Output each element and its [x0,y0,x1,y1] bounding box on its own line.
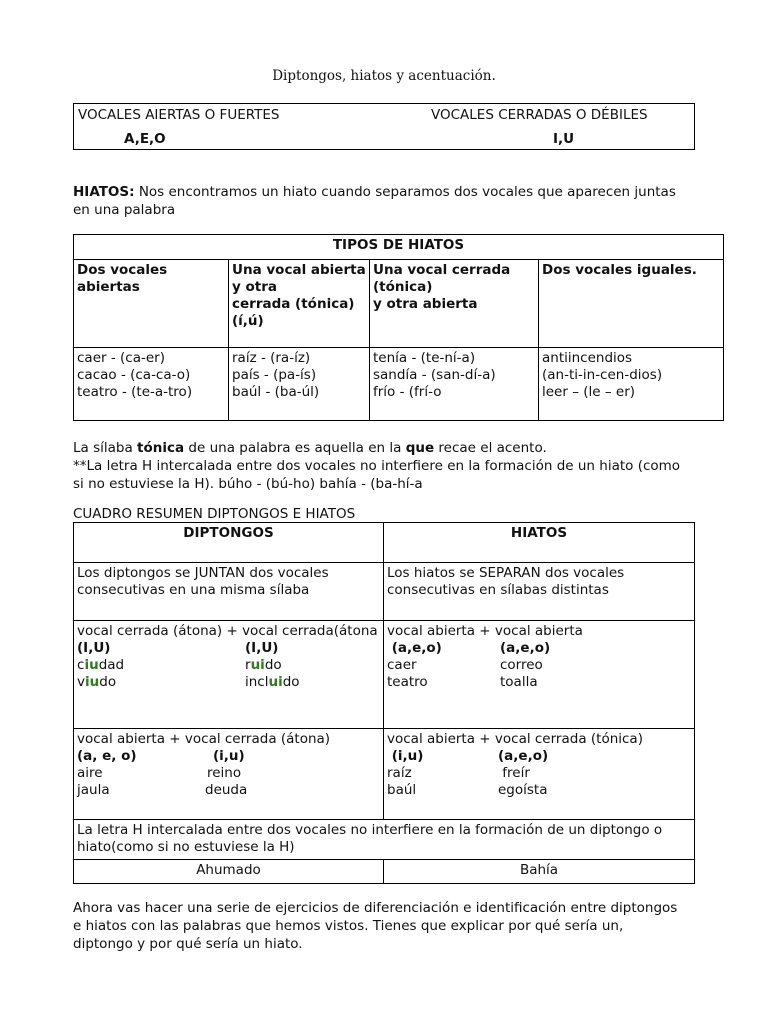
tipos-header-3: Una vocal cerrada (tónica) y otra abierta [370,260,539,348]
tonica-note-1: **La letra H intercalada entre dos vocales no interfiere en la formación de un hiato (como [73,458,681,474]
tipos-examples-1: caer - (ca-er) cacao - (ca-ca-o) teatro - (te-a-tro) [74,348,229,421]
tonica-paragraph: La sílaba tónica de una palabra es aquella en la que recae el acento. **La letra H intercalada entre dos vocales no interfiere en la formación de un hiato (como si no estuviese la H). búho - (bú-ho) bahía - (ba-hí-a [73,439,743,493]
resumen-table [73,522,695,884]
tipos-header-2: Una vocal abierta y otra cerrada (tónica) (í,ú) [229,260,370,348]
example-ahumado: Ahumado [74,860,384,884]
resumen-title: CUADRO RESUMEN DIPTONGOS E HIATOS [73,506,356,522]
def-hiatos: Los hiatos se SEPARAN dos vocales consecutivas en sílabas distintas [384,563,695,621]
hiato-abierta-cerrada-tonica: vocal abierta + vocal cerrada (tónica) (i,u) (a,e,o) raíz freír baúl egoísta [384,729,695,820]
closing-paragraph: Ahora vas hacer una serie de ejercicios de diferenciación e identificación entre diptongos e hiatos con las palabras que hemos vistos. Tienes que explicar por qué sería un, diptongo y por qué sería un hiato. [73,900,678,952]
resumen-header-hiatos: HIATOS [384,523,695,563]
diptongo-cerrada-cerrada: vocal cerrada (átona) + vocal cerrada(átona (I,U) (I,U) ciudad ruido viudo incluido [74,621,384,729]
vocales-table [73,103,695,150]
tipos-examples-3: tenía - (te-ní-a) sandía - (san-dí-a) frío - (frí-o [370,348,539,421]
example-bahia: Bahía [384,860,695,884]
h-note: La letra H intercalada entre dos vocales no interfiere en la formación de un diptongo o hiato(como si no estuviese la H) [74,820,695,860]
hiatos-label: HIATOS: [73,184,135,200]
tipos-examples-2: raíz - (ra-íz) país - (pa-ís) baúl - (ba-úl) [229,348,370,421]
debiles-values: I,U [553,131,575,147]
hiatos-intro [73,183,713,219]
diptongo-abierta-cerrada: vocal abierta + vocal cerrada (átona) (a, e, o) (i,u) aire reino jaula deuda [74,729,384,820]
debiles-label: VOCALES CERRADAS O DÉBILES [431,107,648,123]
tonica-note-2: si no estuviese la H). búho - (bú-ho) bahía - (ba-hí-a [73,476,423,492]
fuertes-label: VOCALES AIERTAS O FUERTES [78,107,280,123]
def-diptongos: Los diptongos se JUNTAN dos vocales consecutivas en una misma sílaba [74,563,384,621]
resumen-header-diptongos: DIPTONGOS [74,523,384,563]
tipos-examples-4: antiincendios (an-ti-in-cen-dios) leer – (le – er) [539,348,724,421]
document-title: Diptongos, hiatos y acentuación. [272,68,496,84]
tipos-hiatos-table [73,234,724,421]
hiatos-text-1: Nos encontramos un hiato cuando separamos dos vocales que aparecen juntas [134,184,676,200]
fuertes-values: A,E,O [124,131,166,147]
tipos-header-1: Dos vocales abiertas [74,260,229,348]
tipos-header-4: Dos vocales iguales. [539,260,724,348]
hiatos-text-2: en una palabra [73,202,176,218]
hiato-abierta-abierta: vocal abierta + vocal abierta (a,e,o) (a,e,o) caer correo teatro toalla [384,621,695,729]
vocales-cell [74,104,695,150]
tipos-title: TIPOS DE HIATOS [74,235,724,260]
